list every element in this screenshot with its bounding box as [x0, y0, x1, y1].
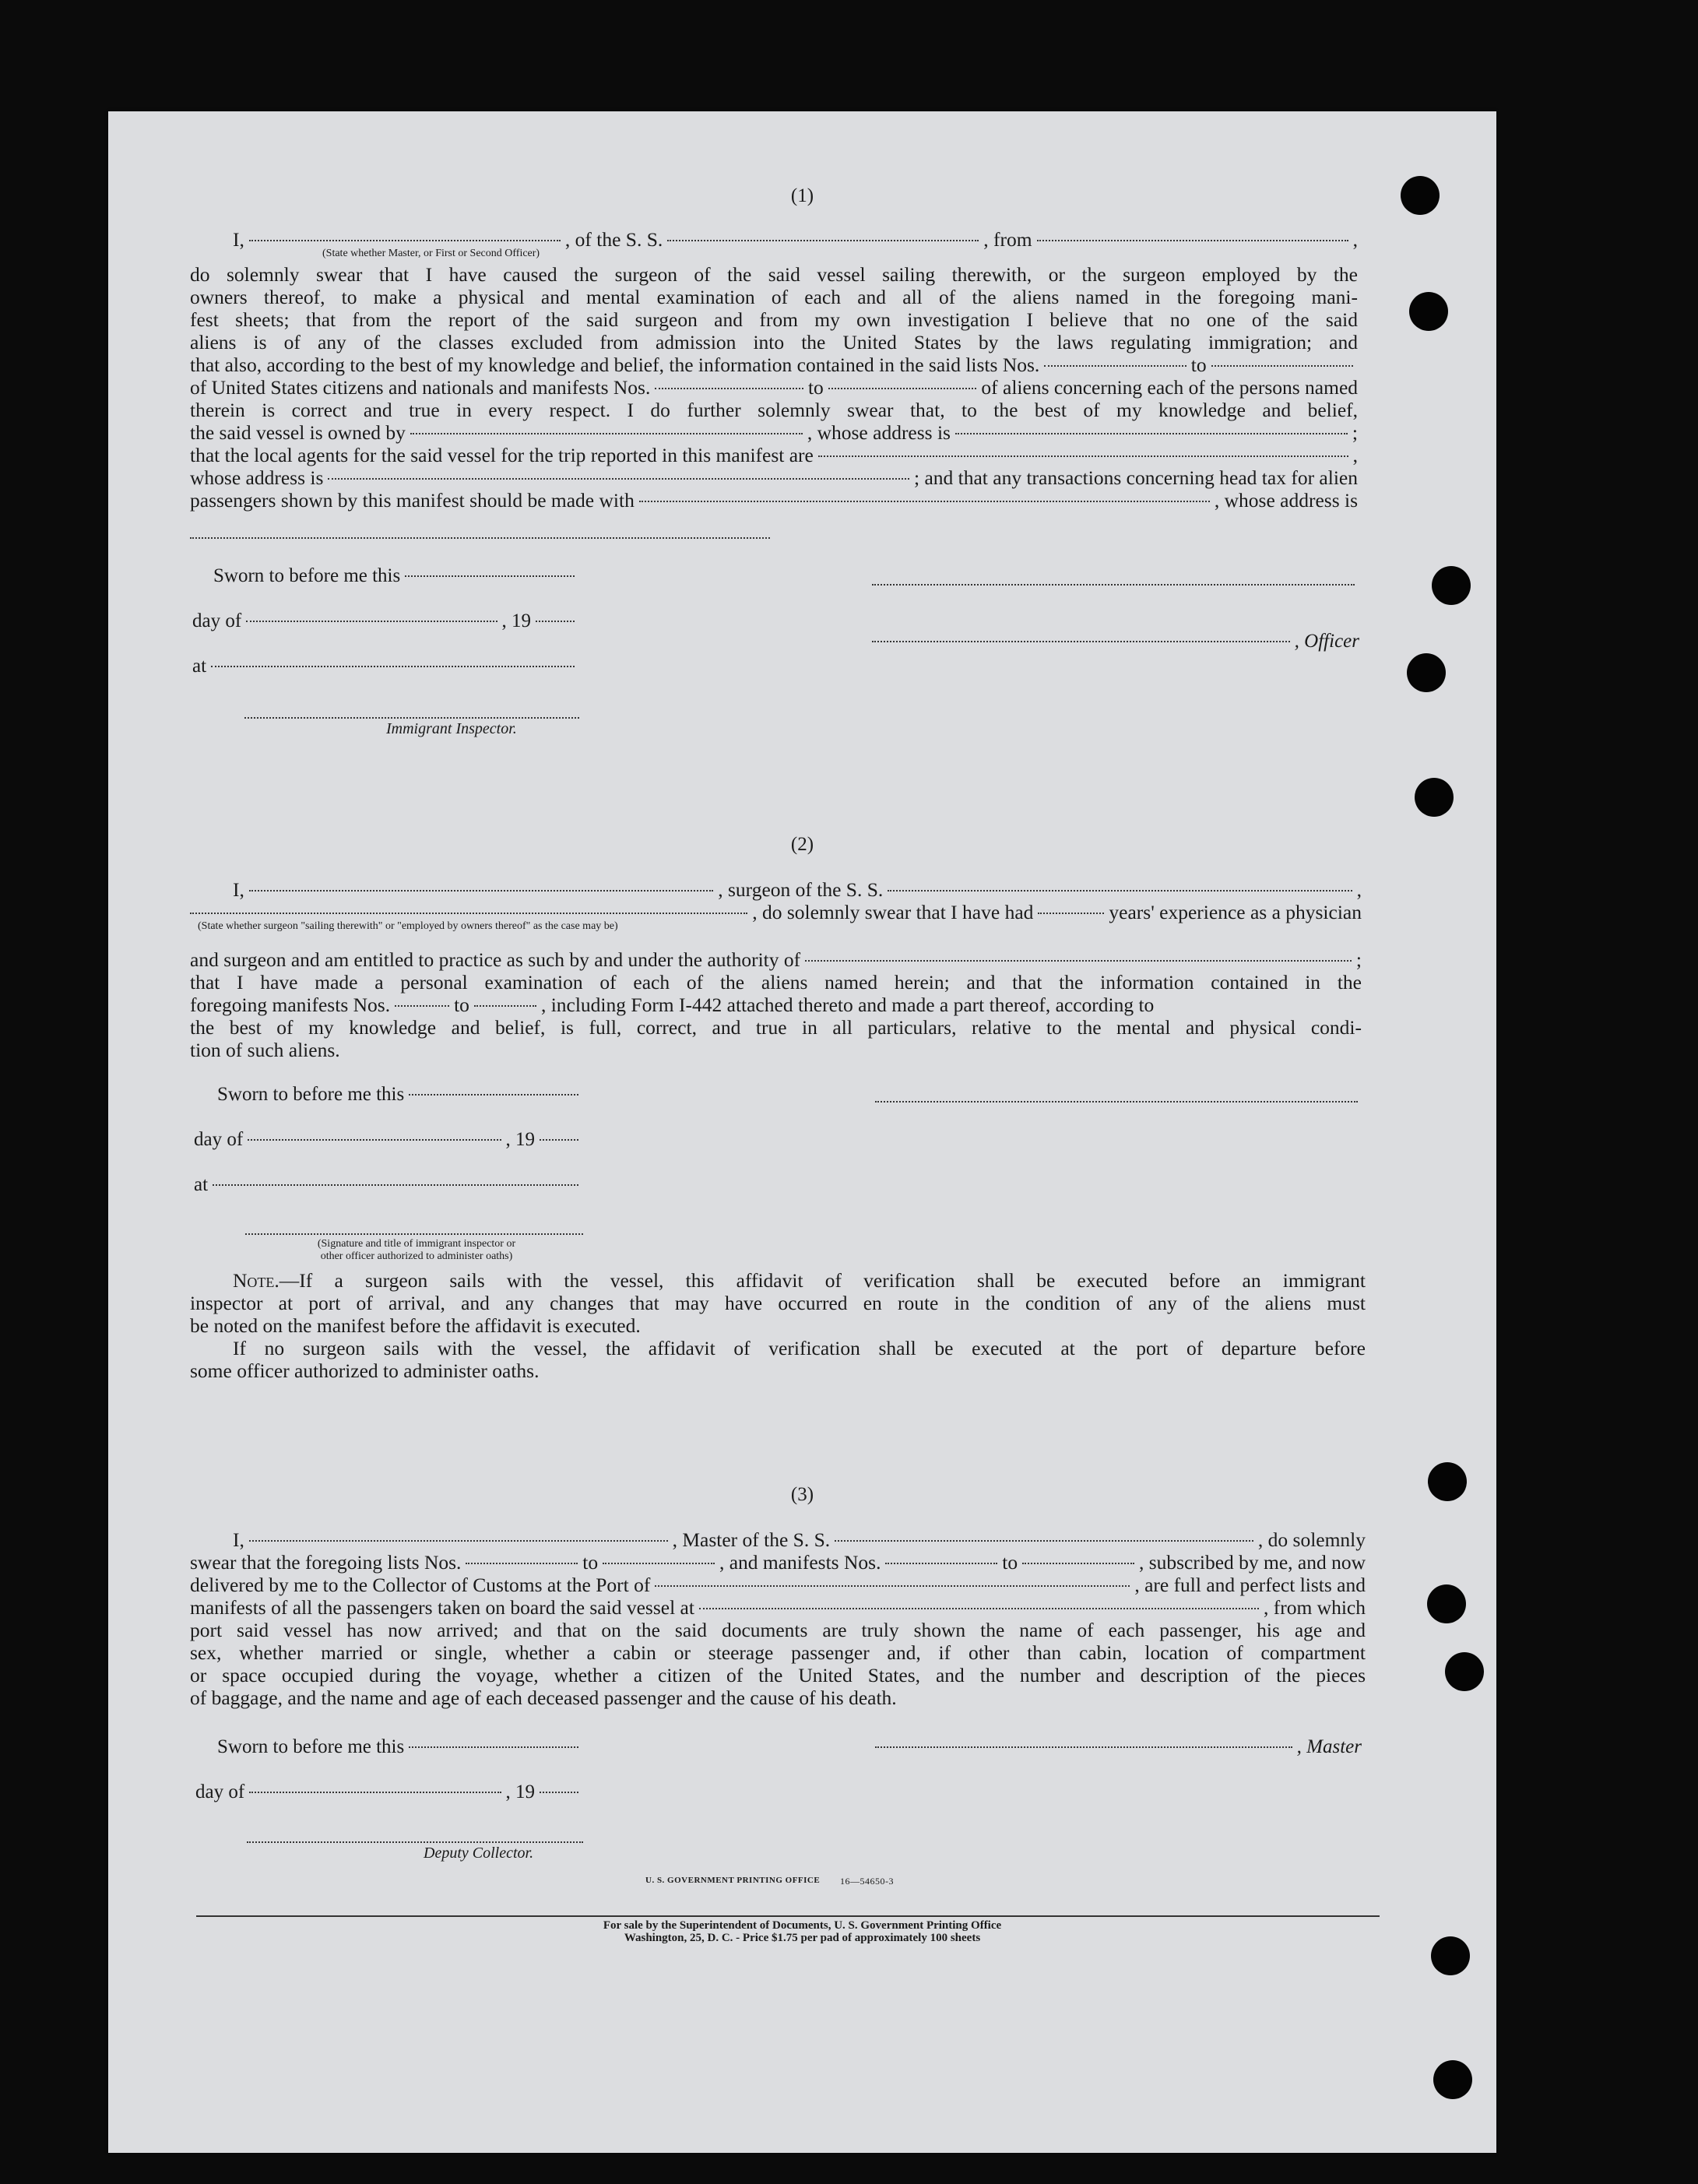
lists-from-field[interactable] — [1044, 365, 1186, 367]
collector-signature-line[interactable] — [247, 1841, 583, 1843]
master-signature-field[interactable] — [875, 1746, 1292, 1748]
day-of-label: day of — [192, 610, 242, 631]
officer-name-field[interactable] — [249, 240, 561, 241]
manifests-to-field[interactable] — [474, 1005, 536, 1007]
address-label: , whose address is — [1214, 489, 1358, 512]
surgeon-signature-line[interactable] — [875, 1101, 1358, 1103]
day-row-2 — [194, 1129, 583, 1151]
owned-text: the said vessel is owned by — [190, 421, 406, 444]
manifests-from-field[interactable] — [885, 1563, 997, 1564]
to-label: to — [807, 376, 824, 399]
sworn-date-field[interactable] — [409, 1746, 578, 1748]
officer-signature-line-1[interactable] — [872, 584, 1355, 586]
punch-hole — [1415, 778, 1454, 817]
year-label: , 19 — [505, 1129, 535, 1150]
at-field[interactable] — [211, 666, 575, 667]
paragraph-line: sex, whether married or single, whether a cabin or steerage passenger and, if other than cabin, location of compartment — [190, 1641, 1366, 1664]
master-label: , Master — [1296, 1736, 1362, 1757]
punch-hole — [1427, 1584, 1466, 1623]
paragraph-line: the best of my knowledge and belief, is full, correct, and true in all particulars, relative to the mental and physical condi- — [190, 1016, 1362, 1039]
punch-hole — [1433, 2060, 1472, 2099]
paragraph-line: port said vessel has now arrived; and that on the said documents are truly shown the name of each passenger, his age and — [190, 1619, 1366, 1641]
at-label: at — [192, 656, 207, 677]
sale-line: For sale by the Superintendent of Documents, U. S. Government Printing Office — [603, 1919, 1002, 1932]
section-2-number: (2) — [790, 834, 814, 855]
section-3-oath — [190, 1528, 1366, 1709]
print-code: 16—54650-3 — [840, 1876, 894, 1887]
collector-text: delivered by me to the Collector of Customs at the Port of — [190, 1574, 651, 1596]
footer-rule — [196, 1915, 1380, 1917]
manifests-to-field[interactable] — [1022, 1563, 1134, 1564]
note-line: some officer authorized to administer oaths. — [190, 1359, 540, 1382]
section-1-paragraph — [190, 263, 1358, 353]
at-row-1 — [192, 656, 579, 677]
section-3-number: (3) — [790, 1484, 814, 1505]
inspector-caption: Immigrant Inspector. — [386, 720, 517, 737]
lists-text: that also, according to the best of my knowledge and belief, the information contained in the said lists Nos. — [190, 353, 1040, 376]
note-line: —If a surgeon sails with the vessel, this affidavit of verification shall be executed before an immigrant — [279, 1269, 1366, 1292]
paragraph-line: therein is correct and true in every respect. I do further solemnly swear that, to the best of my knowledge and belief, — [190, 399, 1358, 421]
punch-hole — [1407, 653, 1446, 692]
surgeon-ss-label: , surgeon of the S. S. — [718, 878, 884, 901]
manifests-to-field[interactable] — [828, 388, 977, 389]
surgeon-note: (State whether surgeon "sailing therewith" or "employed by owners thereof" as the case may be) — [198, 920, 618, 932]
officer-label: , Officer — [1294, 631, 1359, 652]
form-sheet — [108, 111, 1496, 2153]
section-3-i: I, — [233, 1528, 244, 1551]
paragraph-line: fest sheets; that from the report of the said surgeon and from my own investigation I believe that no one of the said — [190, 308, 1358, 331]
day-row-3 — [195, 1781, 583, 1803]
lists-to-field[interactable] — [1211, 365, 1353, 367]
address-text: whose address is — [190, 466, 324, 489]
embark-port-field[interactable] — [699, 1608, 1259, 1609]
surgeon-vessel-field[interactable] — [888, 890, 1352, 892]
sworn-date-field[interactable] — [405, 575, 575, 577]
sale-notice — [108, 1919, 1496, 1944]
from-port-field[interactable] — [1037, 240, 1348, 241]
paragraph-line: aliens is of any of the classes excluded from admission into the United States by the laws regulating immigration; and — [190, 331, 1358, 353]
master-ss-label: , Master of the S. S. — [672, 1528, 831, 1551]
year-field[interactable] — [540, 1792, 578, 1793]
inspector-signature-line[interactable] — [244, 717, 579, 719]
punch-hole — [1445, 1652, 1484, 1691]
master-row — [875, 1736, 1362, 1758]
comma: , — [1352, 228, 1359, 251]
comma: , — [1352, 444, 1358, 466]
day-of-field[interactable] — [246, 621, 497, 622]
officer-signature-field[interactable] — [872, 641, 1290, 642]
officer-row — [872, 631, 1359, 652]
sworn-label: Sworn to before me this — [213, 565, 401, 586]
paragraph-line: tion of such aliens. — [190, 1039, 340, 1061]
address-label: , whose address is — [807, 421, 951, 444]
year-field[interactable] — [540, 1139, 578, 1141]
paragraph-line: do solemnly swear that I have caused the surgeon of the said vessel sailing therewith, or the surgeon employed by the — [190, 263, 1358, 286]
head-tax-text: ; and that any transactions concerning head tax for alien — [914, 466, 1358, 489]
sworn-row-3 — [217, 1736, 583, 1758]
collector-caption: Deputy Collector. — [424, 1845, 534, 1862]
paragraph-line: or space occupied during the voyage, whether a citizen of the United States, and the number and description of the pieces — [190, 1664, 1366, 1686]
to-label: to — [1002, 1551, 1018, 1574]
year-label: , 19 — [501, 610, 531, 631]
owner-address-field[interactable] — [955, 433, 1348, 434]
signature-note — [245, 1238, 588, 1263]
authority-field[interactable] — [805, 960, 1352, 962]
section-2-oath — [190, 878, 1362, 1061]
from-which-text: , from which — [1263, 1596, 1366, 1619]
semicolon: ; — [1355, 948, 1362, 971]
at-row-2 — [194, 1174, 583, 1196]
vessel-name-field[interactable] — [667, 240, 979, 241]
sworn-row-2 — [217, 1084, 583, 1106]
signature-note-line: other officer authorized to administer oaths) — [320, 1250, 513, 1262]
note-label: Note. — [233, 1269, 279, 1292]
authority-text: and surgeon and am entitled to practice as such by and under the authority of — [190, 948, 801, 971]
aliens-text: of aliens concerning each of the persons named — [981, 376, 1359, 399]
surgeon-type-field[interactable] — [190, 913, 747, 914]
section-3-paragraph — [190, 1619, 1366, 1709]
master-vessel-field[interactable] — [835, 1540, 1253, 1542]
years-field[interactable] — [1038, 913, 1104, 914]
agents-address-field[interactable] — [328, 478, 909, 480]
section-1-i: I, — [233, 228, 244, 251]
manifests-from-field[interactable] — [395, 1005, 449, 1007]
inspector-signature-line-2[interactable] — [245, 1233, 583, 1235]
swear-text: , do solemnly swear that I have had — [752, 901, 1034, 923]
day-of-label: day of — [195, 1781, 245, 1802]
punch-hole — [1432, 566, 1471, 605]
paragraph-line: owners thereof, to make a physical and mental examination of each and all of the aliens named in the foregoing mani- — [190, 286, 1358, 308]
to-label: to — [454, 994, 469, 1016]
manifests-text: foregoing manifests Nos. — [190, 994, 391, 1016]
printing-office: U. S. GOVERNMENT PRINTING OFFICE — [645, 1876, 821, 1885]
lists-complete-text: , are full and perfect lists and — [1134, 1574, 1366, 1596]
note-line: If no surgeon sails with the vessel, the affidavit of verification shall be executed at the port of departure before — [233, 1337, 1366, 1359]
form-text: , including Form I-442 attached thereto and made a part thereof, according to — [540, 994, 1155, 1016]
to-label: to — [1190, 353, 1207, 376]
lists-from-field[interactable] — [466, 1563, 578, 1564]
owner-field[interactable] — [410, 433, 803, 434]
solemnly-text: , do solemnly — [1257, 1528, 1366, 1551]
ss-label: , of the S. S. — [564, 228, 663, 251]
punch-hole — [1409, 292, 1448, 331]
passengers-text: passengers shown by this manifest should be made with — [190, 489, 635, 512]
head-tax-address-field[interactable] — [190, 537, 770, 539]
note-line: be noted on the manifest before the affidavit is executed. — [190, 1314, 641, 1337]
sworn-label: Sworn to before me this — [217, 1084, 405, 1105]
sworn-date-field[interactable] — [409, 1094, 578, 1096]
day-of-field[interactable] — [249, 1792, 501, 1793]
semicolon: ; — [1352, 421, 1358, 444]
at-label: at — [194, 1174, 209, 1195]
subscribed-text: , subscribed by me, and now — [1138, 1551, 1366, 1574]
day-of-field[interactable] — [248, 1139, 501, 1141]
note-line: inspector at port of arrival, and any changes that may have occurred en route in the condition of any of the aliens must — [190, 1292, 1366, 1314]
agents-text: that the local agents for the said vessel for the trip reported in this manifest are — [190, 444, 814, 466]
day-of-label: day of — [194, 1129, 244, 1150]
experience-text: years' experience as a physician — [1109, 901, 1362, 923]
surgeon-name-field[interactable] — [249, 890, 713, 892]
lists-to-field[interactable] — [603, 1563, 715, 1564]
note-block — [190, 1269, 1366, 1382]
port-field[interactable] — [655, 1585, 1130, 1587]
paragraph-line: that I have made a personal examination of each of the aliens named herein; and that the information contained in the — [190, 971, 1362, 994]
sworn-row-1 — [213, 565, 579, 587]
manifests-text: of United States citizens and nationals and manifests Nos. — [190, 376, 651, 399]
year-label: , 19 — [505, 1781, 535, 1802]
lists-text: swear that the foregoing lists Nos. — [190, 1551, 462, 1574]
to-label: to — [582, 1551, 599, 1574]
manifests-text: , and manifests Nos. — [719, 1551, 881, 1574]
sale-line: Washington, 25, D. C. - Price $1.75 per pad of approximately 100 sheets — [624, 1932, 981, 1944]
section-1-number: (1) — [790, 185, 814, 206]
agents-field[interactable] — [818, 455, 1348, 457]
sworn-label: Sworn to before me this — [217, 1736, 405, 1757]
section-1-oath — [190, 228, 1358, 512]
year-field[interactable] — [536, 621, 575, 622]
from-label: , from — [983, 228, 1032, 251]
comma: , — [1356, 878, 1362, 901]
section-2-i: I, — [233, 878, 244, 901]
signature-note-line: (Signature and title of immigrant inspector or — [317, 1238, 516, 1250]
taken-text: manifests of all the passengers taken on board the said vessel at — [190, 1596, 694, 1619]
paragraph-line: of baggage, and the name and age of each deceased passenger and the cause of his death. — [190, 1686, 897, 1709]
master-name-field[interactable] — [249, 1540, 668, 1542]
officer-note: (State whether Master, or First or Second Officer) — [322, 248, 540, 259]
manifests-from-field[interactable] — [655, 388, 803, 389]
at-field[interactable] — [213, 1184, 578, 1186]
head-tax-party-field[interactable] — [639, 501, 1210, 502]
day-row-1 — [192, 610, 579, 632]
